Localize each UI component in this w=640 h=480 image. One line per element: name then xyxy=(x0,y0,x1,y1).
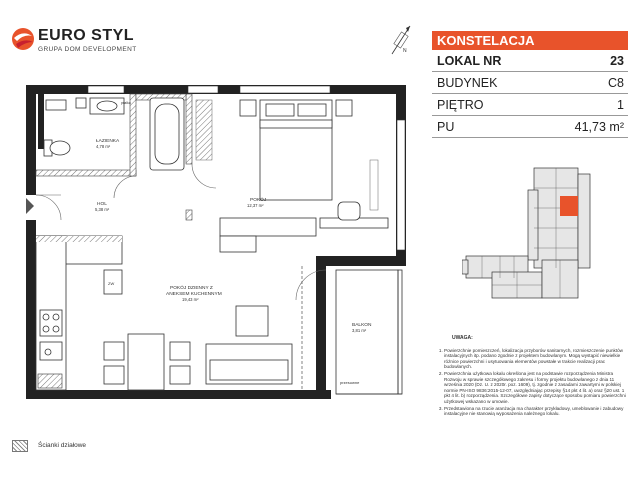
building-key-plan xyxy=(462,160,612,300)
balcony xyxy=(336,270,402,394)
room-name-dzienny-2: ANEKSEM KUCHENNYM xyxy=(166,292,222,297)
note-item: 2. Powierzchnia użytkowa lokalu określona jest na podstawie rozporządzenia Ministra Rozwoju w sprawie szczegółowego zakresu i formy projektu budowlanego z dnia 11 września 2020 (Dz. U. z 2020r. poz. 1609), tj. zgodnie z zasadami zawartymi w polskiej normie PN-ISO 9836:2015-12-07, uwzględniając przepisy §14 pkt 4 lit. a) oraz §20 ust. 1 pkt 4 lit. b) rozporządzenia. Szczegółowe zapisy dotyczące sposobu pomiaru powierzchni użytkowej wskazano w umowie. xyxy=(444,371,628,405)
pralka-label: pralka xyxy=(121,101,131,105)
room-name-dzienny-1: POKÓJ DZIENNY Z xyxy=(170,286,213,291)
room-name-balkon: BALKON xyxy=(352,323,372,328)
bed xyxy=(240,100,352,200)
info-label: PU xyxy=(437,120,455,134)
info-label: PIĘTRO xyxy=(437,98,484,112)
info-label: LOKAL NR xyxy=(437,54,502,68)
north-arrow-icon xyxy=(388,22,414,58)
bathroom-fixtures xyxy=(44,98,184,170)
desk xyxy=(220,202,388,236)
info-value: 1 xyxy=(617,98,624,112)
apartment-location-marker xyxy=(560,196,578,216)
info-row-budynek xyxy=(432,73,628,94)
info-row-pu xyxy=(432,117,628,138)
room-name-pokoj: POKÓJ xyxy=(250,198,267,203)
room-area-pokoj: 12,37 m² xyxy=(247,203,264,208)
brand-name: EURO STYL xyxy=(38,27,135,44)
partition-wall-swatch xyxy=(12,440,28,452)
brand-subtitle: GRUPA DOM DEVELOPMENT xyxy=(38,46,137,53)
info-row-lokal xyxy=(432,51,628,72)
room-area-lazienka: 4,78 m² xyxy=(96,144,111,149)
room-area-balkon: 3,81 m² xyxy=(352,328,367,333)
living-furniture xyxy=(206,236,292,384)
note-item: 3. Przedstawiona na rzucie aranżacja ma charakter przykładowy, umeblowanie i zabudowy instalacyjne nie stanowią wyposażenia należnego lokalu. xyxy=(444,406,628,417)
notes-title: UWAGA: xyxy=(452,335,473,341)
notes-section xyxy=(432,336,628,418)
przesuwne-label: przesuwne xyxy=(340,380,360,385)
dining-table xyxy=(104,334,190,390)
room-name-lazienka: ŁAZIENKA xyxy=(96,139,120,144)
info-value: 41,73 m² xyxy=(574,120,624,134)
note-item: 1. Powierzchnie pomieszczeń, lokalizacja przyborów sanitarnych, rozmieszczenie punktów instalacyjnych itp. podano zgodnie z projektem budowlanym. Mogą wystąpić niewielkie różnice powierzchni i usytuowania elementów powstałe w trakcie realizacji prac budowlanych. xyxy=(444,348,628,370)
info-value: C8 xyxy=(608,76,624,90)
svg-text:N: N xyxy=(403,48,407,54)
floor-plan xyxy=(0,60,430,420)
entrance-arrow-icon xyxy=(26,198,34,214)
investment-title: KONSTELACJA xyxy=(432,31,628,50)
info-row-pietro xyxy=(432,95,628,116)
info-value: 23 xyxy=(610,54,624,68)
room-name-hol: HOL xyxy=(97,202,107,207)
zw-label: ZW xyxy=(108,281,115,286)
room-area-hol: 5,38 m² xyxy=(95,207,110,212)
room-area-dzienny: 19,43 m² xyxy=(182,297,199,302)
legend-label: Ścianki działowe xyxy=(38,442,87,449)
info-label: BUDYNEK xyxy=(437,76,498,90)
